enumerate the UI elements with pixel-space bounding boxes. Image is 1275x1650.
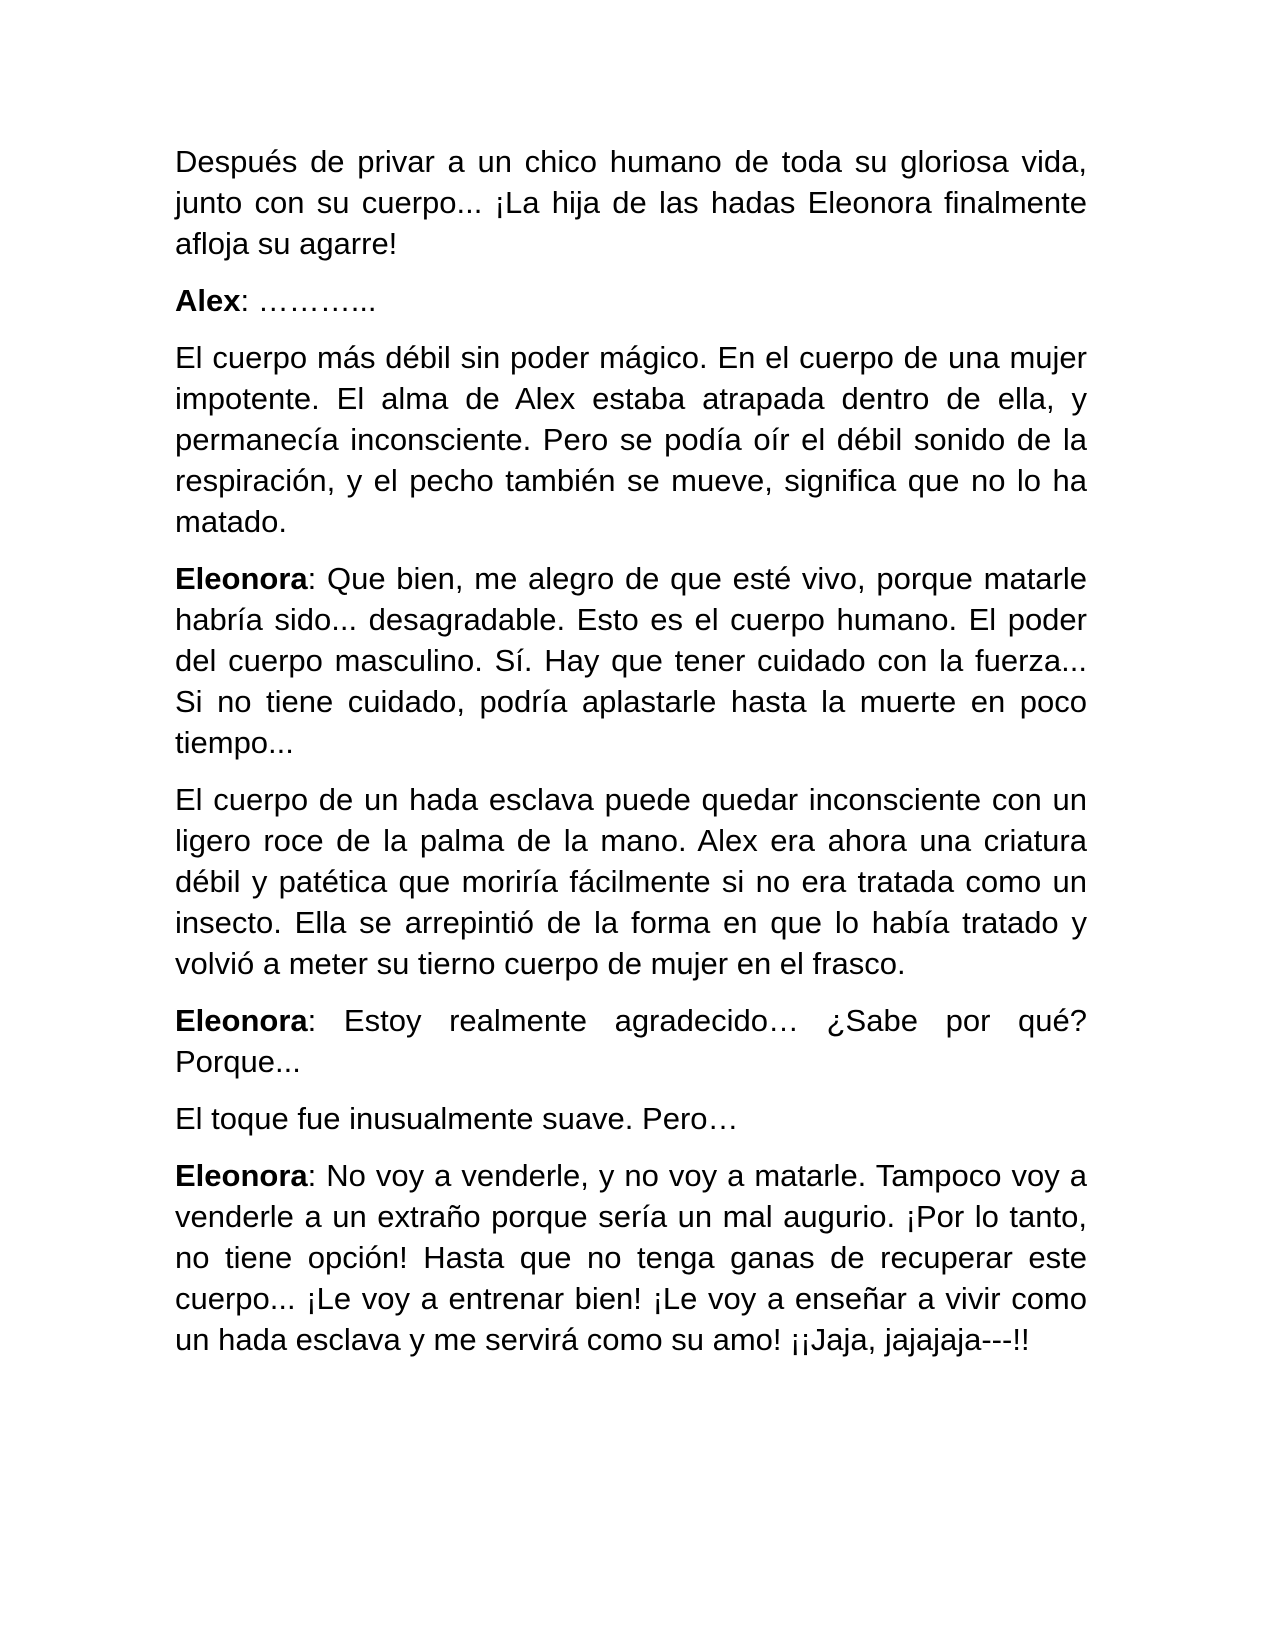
dialogue-paragraph [175, 558, 1087, 763]
narration-text: El toque fue inusualmente suave. Pero… [175, 1101, 739, 1136]
dialogue-text: : No voy a venderle, y no voy a matarle. Tampoco voy a venderle a un extraño porque sería un mal augurio. ¡Por lo tanto, no tiene opción! Hasta que no tenga ganas de recuperar este cuerpo... ¡Le voy a entrenar bien! ¡Le voy a enseñar a vivir como un hada esclava y me servirá como su amo! ¡¡Jaja, jajajaja---!! [175, 1158, 1087, 1357]
narration-paragraph [175, 337, 1087, 542]
narration-paragraph [175, 141, 1087, 264]
dialogue-paragraph [175, 280, 1087, 321]
dialogue-text: : ………... [240, 283, 377, 318]
speaker-name: Alex [175, 283, 241, 318]
narration-text: El cuerpo más débil sin poder mágico. En el cuerpo de una mujer impotente. El alma de Alex estaba atrapada dentro de ella, y permanecía inconsciente. Pero se podía oír el débil sonido de la respiración, y el pecho también se mueve, significa que no lo ha matado. [175, 340, 1087, 539]
speaker-name: Eleonora [175, 561, 308, 596]
narration-text: El cuerpo de un hada esclava puede quedar inconsciente con un ligero roce de la palma de la mano. Alex era ahora una criatura débil y patética que moriría fácilmente si no era tratada como un insecto. Ella se arrepintió de la forma en que lo había tratado y volvió a meter su tierno cuerpo de mujer en el frasco. [175, 782, 1087, 981]
document-body [175, 141, 1087, 1376]
narration-paragraph [175, 779, 1087, 984]
speaker-name: Eleonora [175, 1158, 308, 1193]
dialogue-text: : Que bien, me alegro de que esté vivo, porque matarle habría sido... desagradable. Esto es el cuerpo humano. El poder del cuerpo masculino. Sí. Hay que tener cuidado con la fuerza... Si no tiene cuidado, podría aplastarle hasta la muerte en poco tiempo... [175, 561, 1087, 760]
dialogue-paragraph [175, 1155, 1087, 1360]
narration-text: Después de privar a un chico humano de toda su gloriosa vida, junto con su cuerpo... ¡La hija de las hadas Eleonora finalmente afloja su agarre! [175, 144, 1087, 261]
dialogue-text: : Estoy realmente agradecido… ¿Sabe por qué? Porque... [175, 1003, 1087, 1079]
speaker-name: Eleonora [175, 1003, 308, 1038]
narration-paragraph [175, 1098, 1087, 1139]
dialogue-paragraph [175, 1000, 1087, 1082]
